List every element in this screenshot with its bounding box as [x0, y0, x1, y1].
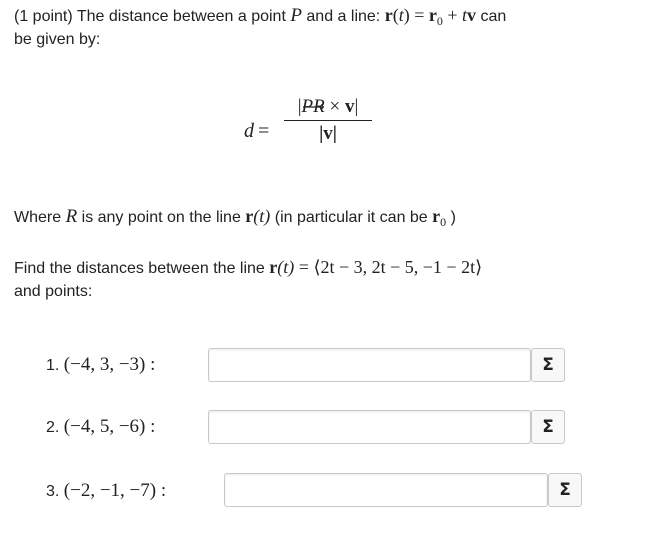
formula-equals: = — [258, 120, 270, 142]
vector-arrow-icon — [303, 94, 324, 100]
question-3-point: (−2, −1, −7) — [63, 480, 157, 501]
problem-intro: (1 point) The distance between a point P and a line: $r(t) = r_0$ + tv can — [14, 5, 507, 29]
formula-fraction — [284, 96, 372, 145]
points-label: (1 point) — [14, 8, 73, 25]
formula-numerator: | PR × v| — [297, 96, 359, 117]
question-3-label: 3. (−2, −1, −7) : — [46, 480, 167, 501]
question-1-label: 1. (−4, 3, −3) : — [46, 354, 156, 375]
question-2-point: (−4, 5, −6) — [63, 416, 146, 437]
answer-2-input[interactable] — [209, 411, 530, 443]
sigma-icon[interactable]: Σ — [531, 410, 565, 444]
question-2-label: 2. (−4, 5, −6) : — [46, 416, 156, 437]
where-statement: Where R is any point on the line r(t) (in particular it can be $r_0$ ) — [14, 206, 456, 230]
fraction-bar — [284, 120, 372, 121]
sigma-icon[interactable]: Σ — [531, 348, 565, 382]
answer-3-input[interactable] — [225, 474, 547, 506]
find-statement-line2: and points: — [14, 283, 93, 300]
question-1-point: (−4, 3, −3) — [63, 354, 146, 375]
answer-2-field[interactable] — [208, 410, 531, 444]
find-statement: Find the distances between the line r(t) = ⟨2t − 3, 2t − 5, −1 − 2t⟩ — [14, 257, 483, 277]
formula-denominator: |v| — [319, 123, 337, 144]
formula-d: d — [244, 120, 254, 142]
sigma-icon[interactable]: Σ — [548, 473, 582, 507]
answer-3-field[interactable] — [224, 473, 548, 507]
vector-PR: PR — [301, 96, 325, 117]
distance-formula — [244, 94, 384, 164]
line-vector: ⟨2t − 3, 2t − 5, −1 − 2t⟩ — [313, 257, 483, 277]
answer-1-input[interactable] — [209, 349, 530, 381]
problem-intro-line2: be given by: — [14, 31, 101, 48]
answer-1-field[interactable] — [208, 348, 531, 382]
point-P: P — [290, 5, 302, 26]
